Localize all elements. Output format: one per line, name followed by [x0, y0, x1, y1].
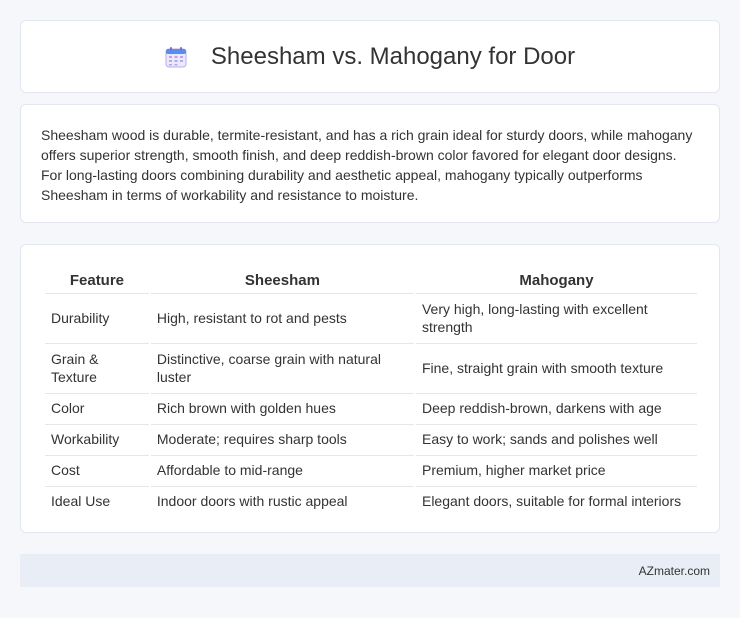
sheesham-cell: Moderate; requires sharp tools [151, 424, 414, 453]
intro-card [20, 104, 720, 223]
table-row [45, 424, 697, 453]
mahogany-cell: Very high, long-lasting with excellent strength [416, 293, 697, 341]
title-card [20, 20, 720, 93]
sheesham-cell: Affordable to mid-range [151, 455, 414, 484]
feature-cell: Color [45, 393, 149, 422]
feature-cell: Workability [45, 424, 149, 453]
mahogany-cell: Fine, straight grain with smooth texture [416, 343, 697, 391]
footer [20, 554, 720, 587]
sheesham-cell: High, resistant to rot and pests [151, 293, 414, 341]
comparison-table [43, 263, 699, 517]
feature-cell: Cost [45, 455, 149, 484]
mahogany-cell: Easy to work; sands and polishes well [416, 424, 697, 453]
header-feature: Feature [69, 272, 125, 289]
table-row [45, 393, 697, 422]
sheesham-cell: Indoor doors with rustic appeal [151, 486, 414, 515]
comparison-card [20, 244, 720, 533]
table-row [45, 293, 697, 341]
table-row [45, 486, 697, 515]
table-row [45, 343, 697, 391]
intro-paragraph: Sheesham wood is durable, termite-resistant, and has a rich grain ideal for sturdy doors, while mahogany offers superior strength, smooth finish, and deep reddish-brown color favored for elegant door designs. For long-lasting doors combining durability and aesthetic appeal, mahogany typically outperforms Sheesham in terms of workability and resistance to moisture. [41, 127, 693, 203]
page-title: Sheesham vs. Mahogany for Door [210, 42, 576, 70]
mahogany-cell: Premium, higher market price [416, 455, 697, 484]
calendar-icon [165, 46, 187, 68]
feature-cell: Grain & Texture [45, 343, 149, 391]
footer-site-link[interactable]: AZmater.com [638, 563, 710, 578]
header-mahogany: Mahogany [519, 272, 594, 289]
table-row [45, 455, 697, 484]
mahogany-cell: Deep reddish-brown, darkens with age [416, 393, 697, 422]
mahogany-cell: Elegant doors, suitable for formal interiors [416, 486, 697, 515]
feature-cell: Durability [45, 293, 149, 341]
sheesham-cell: Distinctive, coarse grain with natural luster [151, 343, 414, 391]
feature-cell: Ideal Use [45, 486, 149, 515]
header-sheesham: Sheesham [244, 272, 320, 289]
table-header-row [45, 265, 697, 291]
sheesham-cell: Rich brown with golden hues [151, 393, 414, 422]
